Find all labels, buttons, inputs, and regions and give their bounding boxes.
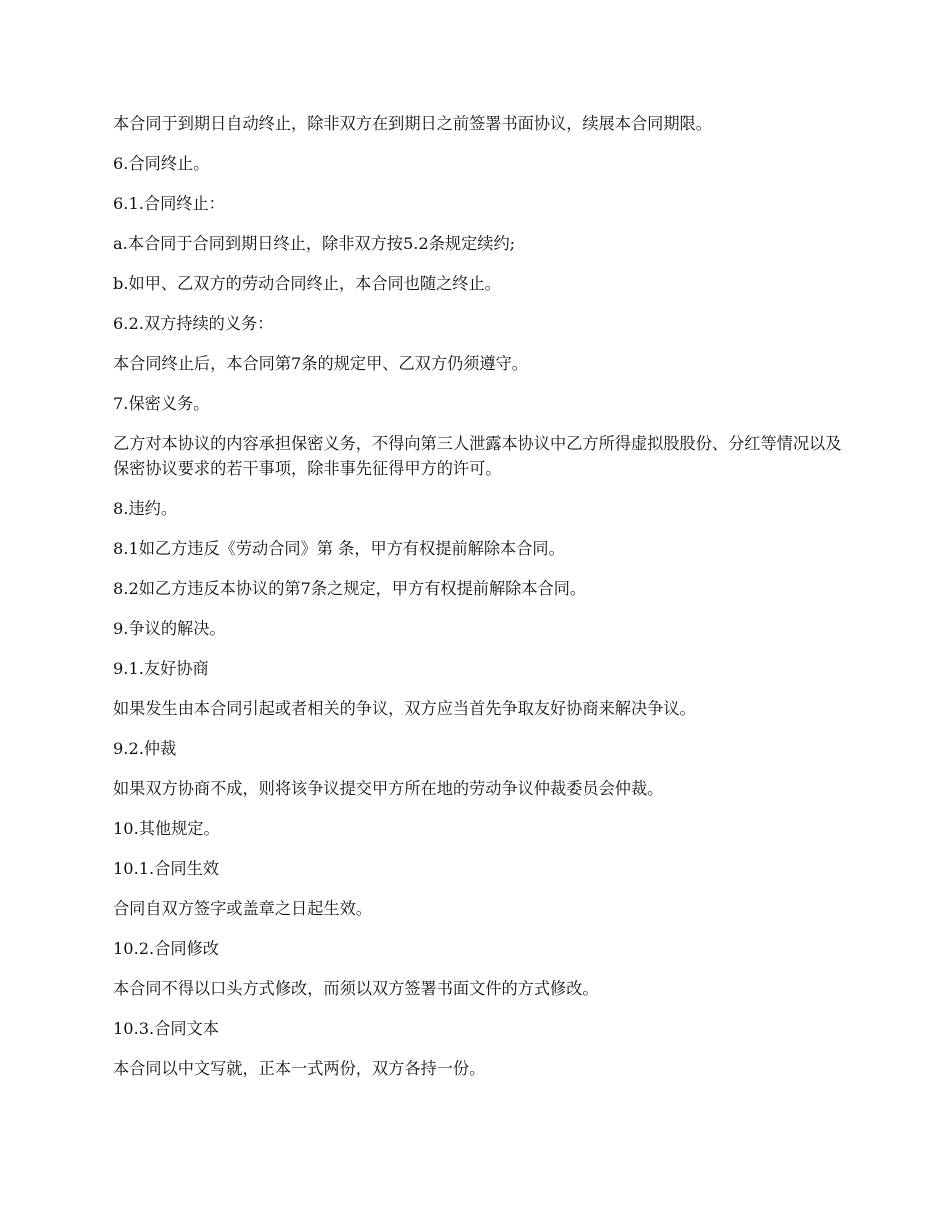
paragraph-renewal: 本合同于到期日自动终止，除非双方在到期日之前签署书面协议，续展本合同期限。 (113, 114, 712, 133)
heading-9-1: 9.1.友好协商 (113, 659, 209, 678)
heading-6-2: 6.2.双方持续的义务： (113, 314, 274, 333)
paragraph-6-1-b: b.如甲、乙双方的劳动合同终止，本合同也随之终止。 (113, 274, 501, 293)
paragraph-9-1: 如果发生由本合同引起或者相关的争议，双方应当首先争取友好协商来解决争议。 (113, 699, 696, 718)
paragraph-6-1-a: a.本合同于合同到期日终止，除非双方按5.2条规定续约; (113, 234, 516, 253)
heading-6-termination: 6.合同终止。 (113, 154, 210, 173)
heading-6-1: 6.1.合同终止： (113, 194, 225, 213)
heading-9-disputes: 9.争议的解决。 (113, 619, 226, 638)
document-body (113, 111, 848, 1096)
paragraph-8-2: 8.2如乙方违反本协议的第7条之规定，甲方有权提前解除本合同。 (113, 579, 587, 598)
paragraph-10-3: 本合同以中文写就，正本一式两份，双方各持一份。 (113, 1059, 486, 1078)
paragraph-7: 乙方对本协议的内容承担保密义务，不得向第三人泄露本协议中乙方所得虚拟股股份、分红等情况以及保密协议要求的若干事项，除非事先征得甲方的许可。 (113, 434, 842, 478)
paragraph-8-1: 8.1如乙方违反《劳动合同》第 条，甲方有权提前解除本合同。 (113, 539, 565, 558)
heading-9-2: 9.2.仲裁 (113, 739, 177, 758)
heading-10-3: 10.3.合同文本 (113, 1019, 219, 1038)
heading-10-other: 10.其他规定。 (113, 819, 220, 838)
paragraph-6-2: 本合同终止后，本合同第7条的规定甲、乙双方仍须遵守。 (113, 354, 528, 373)
heading-10-1: 10.1.合同生效 (113, 859, 219, 878)
heading-7-confidentiality: 7.保密义务。 (113, 394, 210, 413)
paragraph-9-2: 如果双方协商不成，则将该争议提交甲方所在地的劳动争议仲裁委员会仲裁。 (113, 779, 664, 798)
paragraph-10-2: 本合同不得以口头方式修改，而须以双方签署书面文件的方式修改。 (113, 979, 599, 998)
paragraph-10-1: 合同自双方签字或盖章之日起生效。 (113, 899, 372, 918)
heading-8-breach: 8.违约。 (113, 499, 178, 518)
heading-10-2: 10.2.合同修改 (113, 939, 219, 958)
